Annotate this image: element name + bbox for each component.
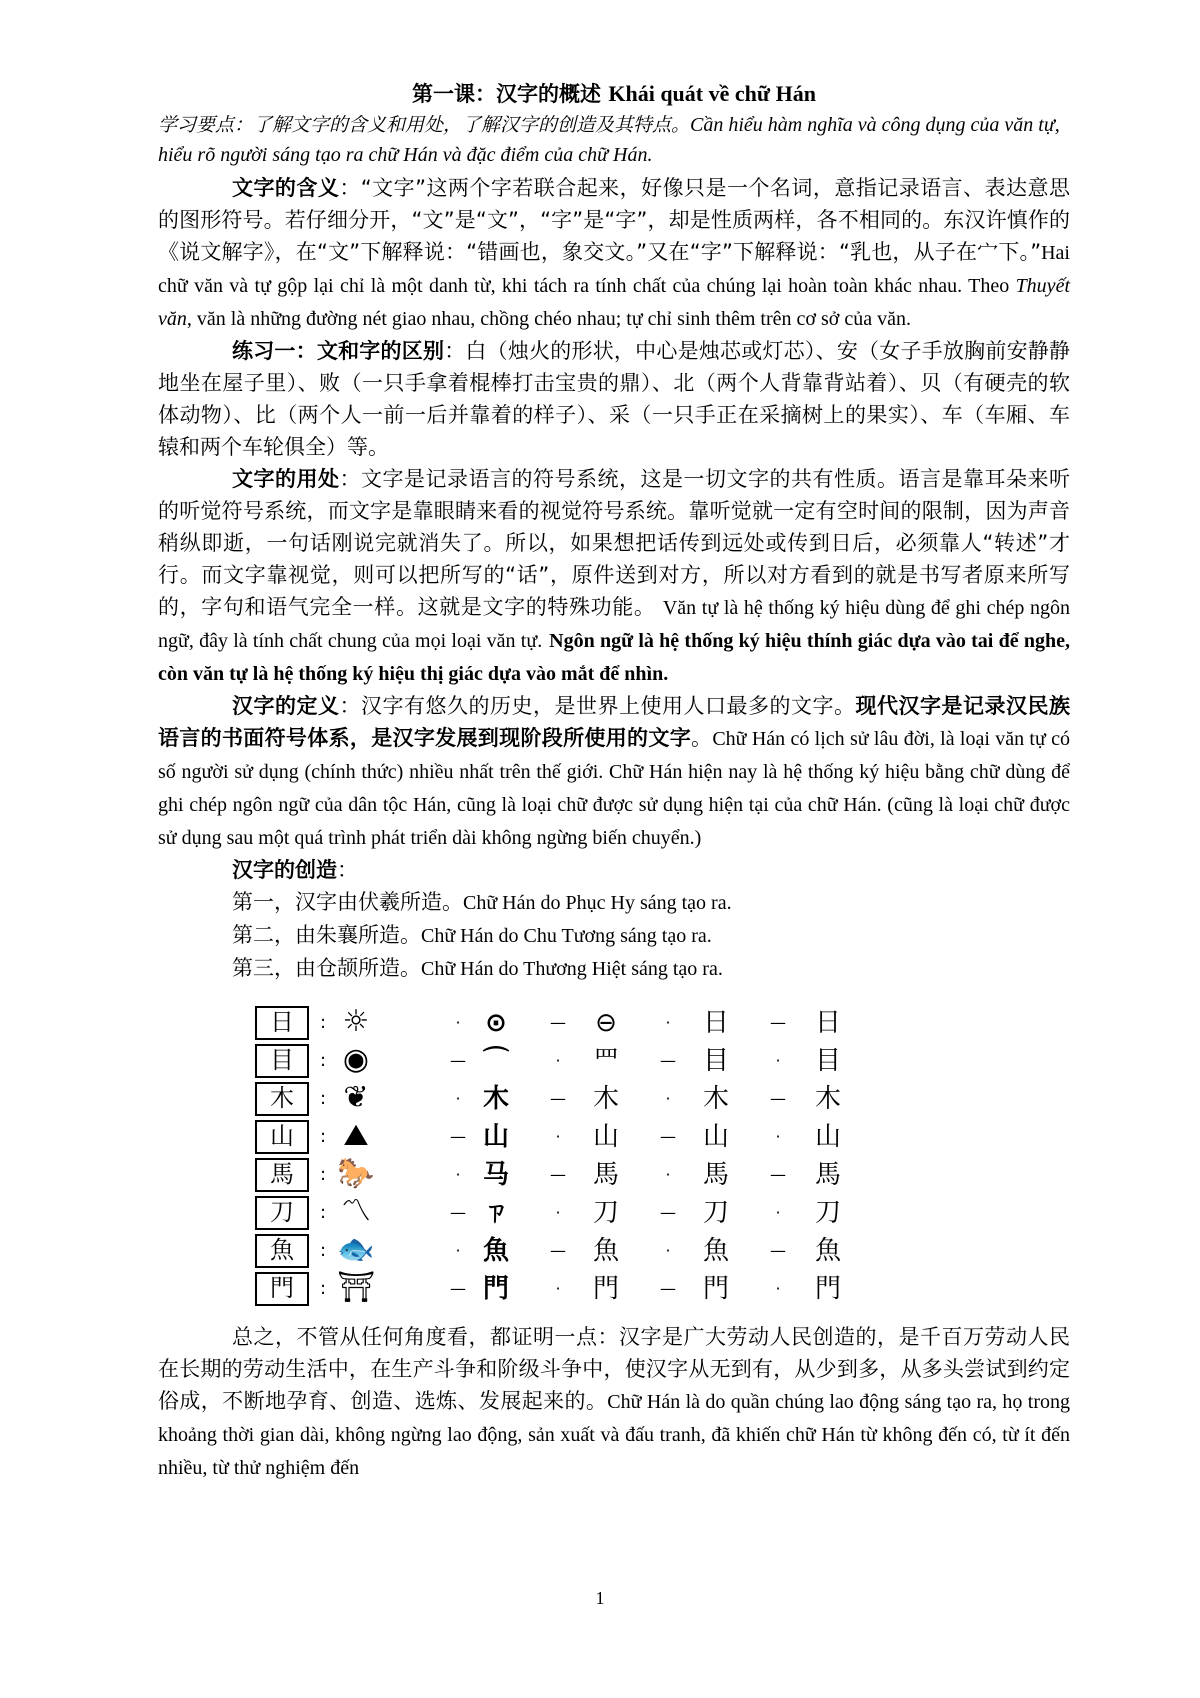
usage-chinese: ：文字是记录语言的符号系统，这是一切文字的共有性质。语言是靠耳朵来听的听觉符号系统，而文字是靠眼睛来看的视觉符号系统。靠听觉就一定有空时间的限制，因为声音稍纵即逝，一句话刚说完就消失了。所以，如果想把话传到远处或传到日后，必须靠人“转述”才行。而文字靠视觉，则可以把所写的“话”，原件送到对方，所以对方看到的就是书写者原来所写的，字句和语气完全一样。这就是文字的特殊功能。 xyxy=(158,467,1070,619)
evolution-stage-glyph: 山 xyxy=(702,1122,730,1152)
stage-separator: — xyxy=(770,1013,786,1032)
evolution-row xyxy=(256,1270,841,1305)
evolution-stage-glyph: 目 xyxy=(702,1046,730,1076)
stage-separator: — xyxy=(550,1241,566,1260)
objective-vietnamese: Cần hiểu hàm nghĩa và công dụng của văn tự, hiểu rõ người sáng tạo ra chữ Hán và đặc điểm của chữ Hán. xyxy=(158,114,1060,166)
evolution-stage-glyph: 門 xyxy=(592,1274,620,1304)
evolution-chart xyxy=(248,999,908,1311)
row-colon: : xyxy=(320,1164,327,1185)
stage-separator: · xyxy=(455,1013,461,1032)
conclusion-paragraph xyxy=(158,1321,1070,1484)
row-colon: : xyxy=(320,1050,327,1071)
learning-objective xyxy=(158,110,1070,170)
title-chinese: 第一课：汉字的概述 xyxy=(412,82,602,106)
evolution-stage-glyph: 日 xyxy=(702,1008,730,1038)
definition-vietnamese: Chữ Hán có lịch sử lâu đời, là loại văn tự có số người sử dụng (chính thức) nhiều nhất trên thế giới. Chữ Hán hiện nay là hệ thống ký hiệu bằng chữ dùng để ghi chép ngôn ngữ của dân tộc Hán, cũng là loại chữ được sử dụng hiện tại của chữ Hán. (cũng là loại chữ được sử dụng sau một quá trình phát triển dài không ngừng biến chuyển.) xyxy=(158,728,1071,849)
modern-character: 馬 xyxy=(270,1160,294,1188)
stage-separator: · xyxy=(775,1051,781,1070)
modern-character: 魚 xyxy=(270,1236,294,1264)
lesson-title xyxy=(158,78,1070,110)
evolution-row xyxy=(256,1042,841,1077)
evolution-stage-glyph: 🐟 xyxy=(337,1232,375,1267)
evolution-stage-glyph: 魚 xyxy=(482,1236,510,1266)
creation-line-1-chinese: 第一，汉字由伏羲所造。 xyxy=(232,890,463,914)
stage-separator: — xyxy=(770,1165,786,1184)
stage-separator: · xyxy=(555,1203,561,1222)
creation-line-3-vietnamese: Chữ Hán do Thương Hiệt sáng tạo ra. xyxy=(421,958,723,980)
evolution-row xyxy=(256,1156,841,1191)
stage-separator: · xyxy=(775,1127,781,1146)
creation-line-1 xyxy=(232,886,1070,919)
stage-separator: · xyxy=(665,1089,671,1108)
stage-separator: · xyxy=(775,1279,781,1298)
definition-chinese-bold: 现代汉字是记录汉民族语言的书面符号体系，是汉字发展到现阶段所使用的文字 xyxy=(158,694,1070,750)
evolution-stage-glyph: 刀 xyxy=(702,1198,730,1228)
evolution-stage-glyph: 魚 xyxy=(702,1236,730,1266)
modern-character: 日 xyxy=(270,1008,294,1036)
usage-heading: 文字的用处 xyxy=(232,467,340,491)
evolution-row xyxy=(256,1194,841,1229)
title-vietnamese: Khái quát về chữ Hán xyxy=(608,81,816,106)
stage-separator: · xyxy=(455,1089,461,1108)
evolution-stage-glyph: 刀 xyxy=(814,1198,842,1228)
exercise1-heading: 练习一：文和字的区别 xyxy=(232,339,445,363)
evolution-stage-glyph: 馬 xyxy=(592,1160,620,1190)
evolution-stage-glyph: 魚 xyxy=(814,1236,842,1266)
evolution-stage-glyph: ⛰ xyxy=(343,1118,369,1153)
modern-character: 木 xyxy=(270,1084,294,1112)
evolution-stage-glyph: 目 xyxy=(814,1046,842,1076)
evolution-stage-glyph: 木 xyxy=(702,1084,730,1114)
evolution-stage-glyph: 日 xyxy=(814,1008,842,1038)
stage-separator: — xyxy=(660,1127,676,1146)
evolution-stage-glyph: 木 xyxy=(482,1084,510,1114)
stage-separator: — xyxy=(450,1203,466,1222)
evolution-row xyxy=(256,1004,841,1039)
evolution-stage-glyph: ⊙ xyxy=(485,1008,507,1038)
creation-heading: 汉字的创造 xyxy=(232,858,337,882)
meaning-vietnamese-italic: Thuyết văn xyxy=(158,275,1070,330)
exercise1-chinese: ：白（烛火的形状，中心是烛芯或灯芯）、安（女子手放胸前安静静地坐在屋子里）、败（一只手拿着棍棒打击宝贵的鼎）、北（两个人背靠背站着）、贝（有硬壳的软体动物）、比（两个人一前一后并靠着的样子）、采（一只手正在采摘树上的果实）、车（车厢、车辕和两个车轮俱全）等。 xyxy=(158,339,1071,459)
creation-colon: ： xyxy=(337,858,358,882)
creation-line-2 xyxy=(232,919,1070,952)
modern-character: 目 xyxy=(270,1046,294,1074)
meaning-heading: 文字的含义 xyxy=(232,176,340,200)
row-colon: : xyxy=(320,1088,327,1109)
evolution-stage-glyph: 馬 xyxy=(702,1160,730,1190)
creation-line-2-vietnamese: Chữ Hán do Chu Tương sáng tạo ra. xyxy=(421,925,712,947)
creation-line-3-chinese: 第三，由仓颉所造。 xyxy=(232,956,421,980)
creation-line-2-chinese: 第二，由朱襄所造。 xyxy=(232,923,421,947)
row-colon: : xyxy=(320,1126,327,1147)
stage-separator: — xyxy=(660,1203,676,1222)
creation-line-1-vietnamese: Chữ Hán do Phục Hy sáng tạo ra. xyxy=(463,892,732,914)
definition-chinese: ：汉字有悠久的历史，是世界上使用人口最多的文字。 xyxy=(339,694,856,718)
evolution-stage-glyph: 門 xyxy=(482,1274,510,1304)
evolution-row xyxy=(256,1080,841,1115)
stage-separator: — xyxy=(450,1127,466,1146)
row-colon: : xyxy=(320,1240,327,1261)
meaning-paragraph xyxy=(158,172,1070,335)
conclusion-chinese: 总之，不管从任何角度看，都证明一点：汉字是广大劳动人民创造的，是千百万劳动人民在长期的劳动生活中，在生产斗争和阶级斗争中，使汉字从无到有，从少到多，从多头尝试到约定俗成，不断地孕育、创造、选炼、发展起来的。 xyxy=(158,1325,1070,1413)
usage-paragraph xyxy=(158,463,1070,690)
evolution-stage-glyph: 門 xyxy=(702,1274,730,1304)
evolution-stage-glyph: ⌒ xyxy=(482,1046,510,1076)
row-colon: : xyxy=(320,1202,327,1223)
evolution-stage-glyph: ⛩ xyxy=(336,1270,376,1305)
modern-character: 山 xyxy=(270,1122,294,1150)
evolution-stage-glyph: ❦ xyxy=(343,1080,369,1115)
evolution-stage-glyph: ☼ xyxy=(342,1004,370,1039)
evolution-stage-glyph: 〽 xyxy=(341,1194,371,1229)
stage-separator: — xyxy=(770,1241,786,1260)
evolution-stage-glyph: 山 xyxy=(814,1122,842,1152)
evolution-stage-glyph: 罒 xyxy=(592,1046,620,1076)
evolution-stage-glyph: ㄗ xyxy=(482,1198,510,1228)
usage-vietnamese: Văn tự là hệ thống ký hiệu dùng để ghi chép ngôn ngữ, đây là tính chất chung của mọi loại văn tự. xyxy=(158,597,1070,652)
evolution-stage-glyph: 山 xyxy=(592,1122,620,1152)
document-page xyxy=(158,78,1070,1484)
evolution-stage-glyph: 魚 xyxy=(592,1236,620,1266)
evolution-stage-glyph: 馬 xyxy=(814,1160,842,1190)
stage-separator: · xyxy=(665,1241,671,1260)
objective-chinese: 学习要点：了解文字的含义和用处，了解汉字的创造及其特点。 xyxy=(158,114,691,136)
evolution-stage-glyph: 門 xyxy=(814,1274,842,1304)
row-colon: : xyxy=(320,1012,327,1033)
meaning-vietnamese-pre: Hai chữ văn và tự gộp lại chỉ là một danh từ, khi tách ra tính chất của chúng lại hoàn toàn khác nhau. Theo xyxy=(158,242,1070,297)
definition-paragraph xyxy=(158,690,1070,854)
stage-separator: — xyxy=(660,1051,676,1070)
row-colon: : xyxy=(320,1278,327,1299)
definition-heading: 汉字的定义 xyxy=(232,694,340,718)
stage-separator: — xyxy=(660,1279,676,1298)
stage-separator: · xyxy=(665,1013,671,1032)
evolution-stage-glyph: ⊖ xyxy=(595,1008,617,1038)
evolution-stage-glyph: 马 xyxy=(482,1160,510,1190)
modern-character: 門 xyxy=(270,1274,294,1302)
stage-separator: · xyxy=(665,1165,671,1184)
conclusion-vietnamese: Chữ Hán là do quần chúng lao động sáng tạo ra, họ trong khoảng thời gian dài, không ngừng lao động, sản xuất và đấu tranh, đã khiến chữ Hán từ không đến có, từ ít đến nhiều, từ thử nghiệm đến xyxy=(158,1391,1071,1479)
creation-heading-line xyxy=(158,854,1070,886)
page-number: 1 xyxy=(595,1588,605,1608)
character-evolution-figure xyxy=(248,999,908,1311)
stage-separator: — xyxy=(550,1013,566,1032)
meaning-chinese: ：“文字”这两个字若联合起来，好像只是一个名词，意指记录语言、表达意思的图形符号。若仔细分开，“文”是“文”，“字”是“字”，却是性质两样，各不相同的。东汉许慎作的《说文解字》，在“文”下解释说：“错画也，象交文。”又在“字”下解释说：“乳也，从子在宀下。” xyxy=(158,176,1070,264)
stage-separator: — xyxy=(450,1051,466,1070)
evolution-stage-glyph: ◉ xyxy=(342,1042,370,1077)
usage-vietnamese-bold: Ngôn ngữ là hệ thống ký hiệu thính giác dựa vào tai để nghe, còn văn tự là hệ thống ký hiệu thị giác dựa vào mắt để nhìn. xyxy=(158,630,1070,685)
stage-separator: · xyxy=(455,1241,461,1260)
evolution-stage-glyph: 山 xyxy=(482,1122,510,1152)
evolution-stage-glyph: 木 xyxy=(814,1084,842,1114)
creation-line-3 xyxy=(232,952,1070,985)
stage-separator: · xyxy=(455,1165,461,1184)
stage-separator: · xyxy=(555,1051,561,1070)
stage-separator: — xyxy=(450,1279,466,1298)
evolution-stage-glyph: 木 xyxy=(592,1084,620,1114)
evolution-stage-glyph: 🐎 xyxy=(337,1156,375,1191)
evolution-stage-glyph: 刀 xyxy=(592,1198,620,1228)
stage-separator: — xyxy=(550,1089,566,1108)
stage-separator: · xyxy=(555,1127,561,1146)
stage-separator: — xyxy=(770,1089,786,1108)
exercise1-paragraph xyxy=(158,335,1070,463)
meaning-vietnamese-post: , văn là những đường nét giao nhau, chồng chéo nhau; tự chỉ sinh thêm trên cơ sở của văn. xyxy=(186,308,911,330)
definition-chinese-end: 。 xyxy=(691,726,713,750)
modern-character: 刀 xyxy=(270,1198,294,1226)
evolution-row xyxy=(256,1118,841,1153)
stage-separator: · xyxy=(775,1203,781,1222)
stage-separator: · xyxy=(555,1279,561,1298)
evolution-row xyxy=(256,1232,842,1267)
stage-separator: — xyxy=(550,1165,566,1184)
